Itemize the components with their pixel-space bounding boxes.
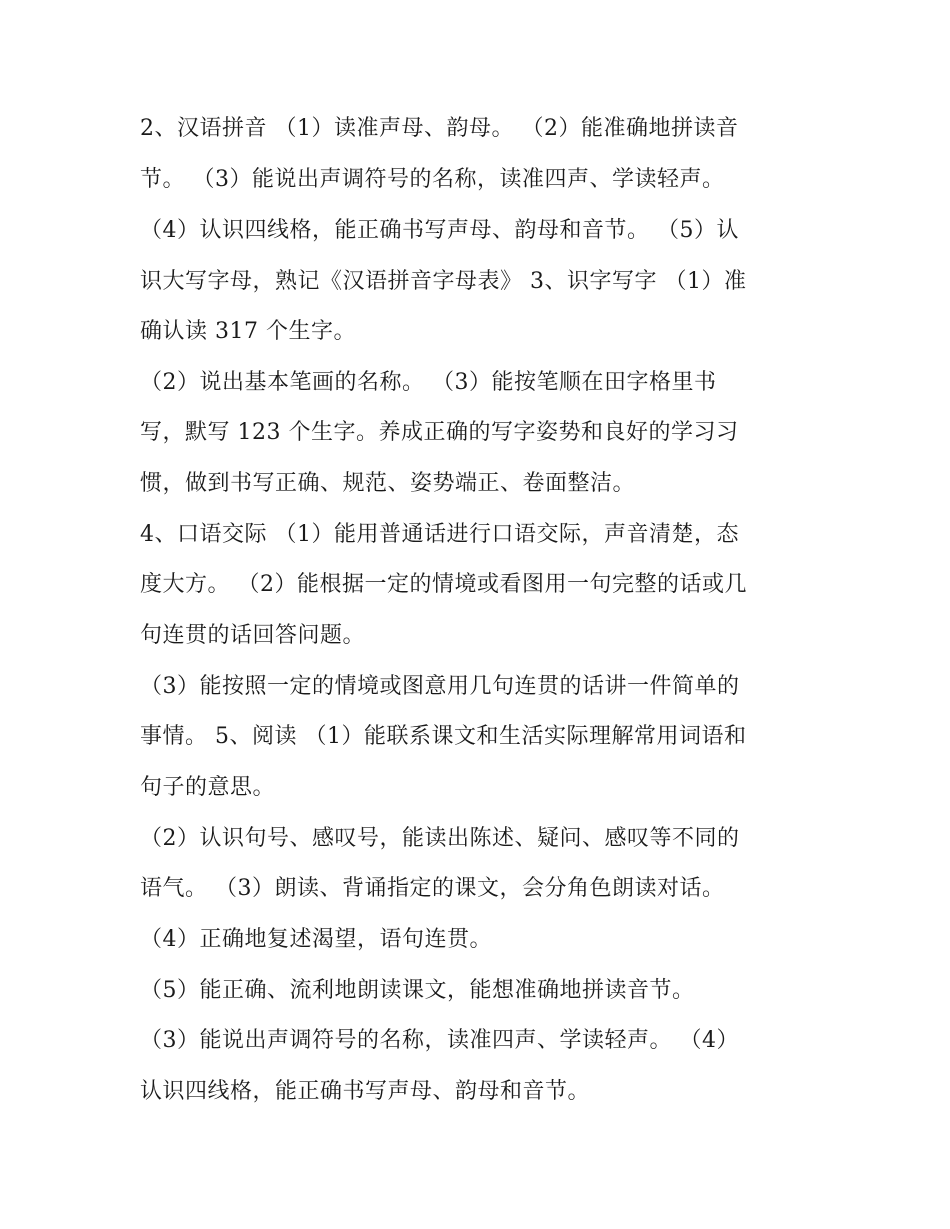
text-line-12: （3）能按照一定的情境或图意用几句连贯的话讲一件简单的 [140, 674, 740, 699]
text-line-1: 2、汉语拼音 （1）读准声母、韵母。 （2）能准确地拼读音 [140, 116, 739, 141]
text-line-6: （2）说出基本笔画的名称。 （3）能按笔顺在田字格里书 [140, 370, 717, 395]
text-line-20: 认识四线格，能正确书写声母、韵母和音节。 [140, 1079, 591, 1104]
text-line-19: （3）能说出声调符号的名称，读准四声、学读轻声。 （4） [140, 1028, 739, 1053]
text-line-4: 识大写字母，熟记《汉语拼音字母表》 3、识字写字 （1）准 [140, 269, 747, 294]
text-line-13: 事情。 5、阅读 （1）能联系课文和生活实际理解常用词语和 [140, 724, 747, 749]
text-line-10: 度大方。 （2）能根据一定的情境或看图用一句完整的话或几 [140, 572, 747, 597]
text-line-17: （4）正确地复述渴望，语句连贯。 [140, 927, 492, 952]
text-line-18: （5）能正确、流利地朗读课文，能想准确地拼读音节。 [140, 978, 695, 1003]
text-line-14: 句子的意思。 [140, 775, 276, 800]
text-line-15: （2）认识句号、感叹号，能读出陈述、疑问、感叹等不同的 [140, 826, 740, 851]
text-line-11: 句连贯的话回答问题。 [140, 623, 366, 648]
text-line-8: 惯，做到书写正确、规范、姿势端正、卷面整洁。 [140, 471, 636, 496]
text-line-5: 确认读 317 个生字。 [140, 319, 356, 344]
text-line-2: 节。 （3）能说出声调符号的名称，读准四声、学读轻声。 [140, 167, 725, 192]
text-line-7: 写，默写 123 个生字。养成正确的写字姿势和良好的学习习 [140, 420, 739, 445]
text-line-3: （4）认识四线格，能正确书写声母、韵母和音节。 （5）认 [140, 218, 739, 243]
text-line-9: 4、口语交际 （1）能用普通话进行口语交际，声音清楚，态 [140, 522, 739, 547]
text-line-16: 语气。 （3）朗读、背诵指定的课文，会分角色朗读对话。 [140, 876, 725, 901]
